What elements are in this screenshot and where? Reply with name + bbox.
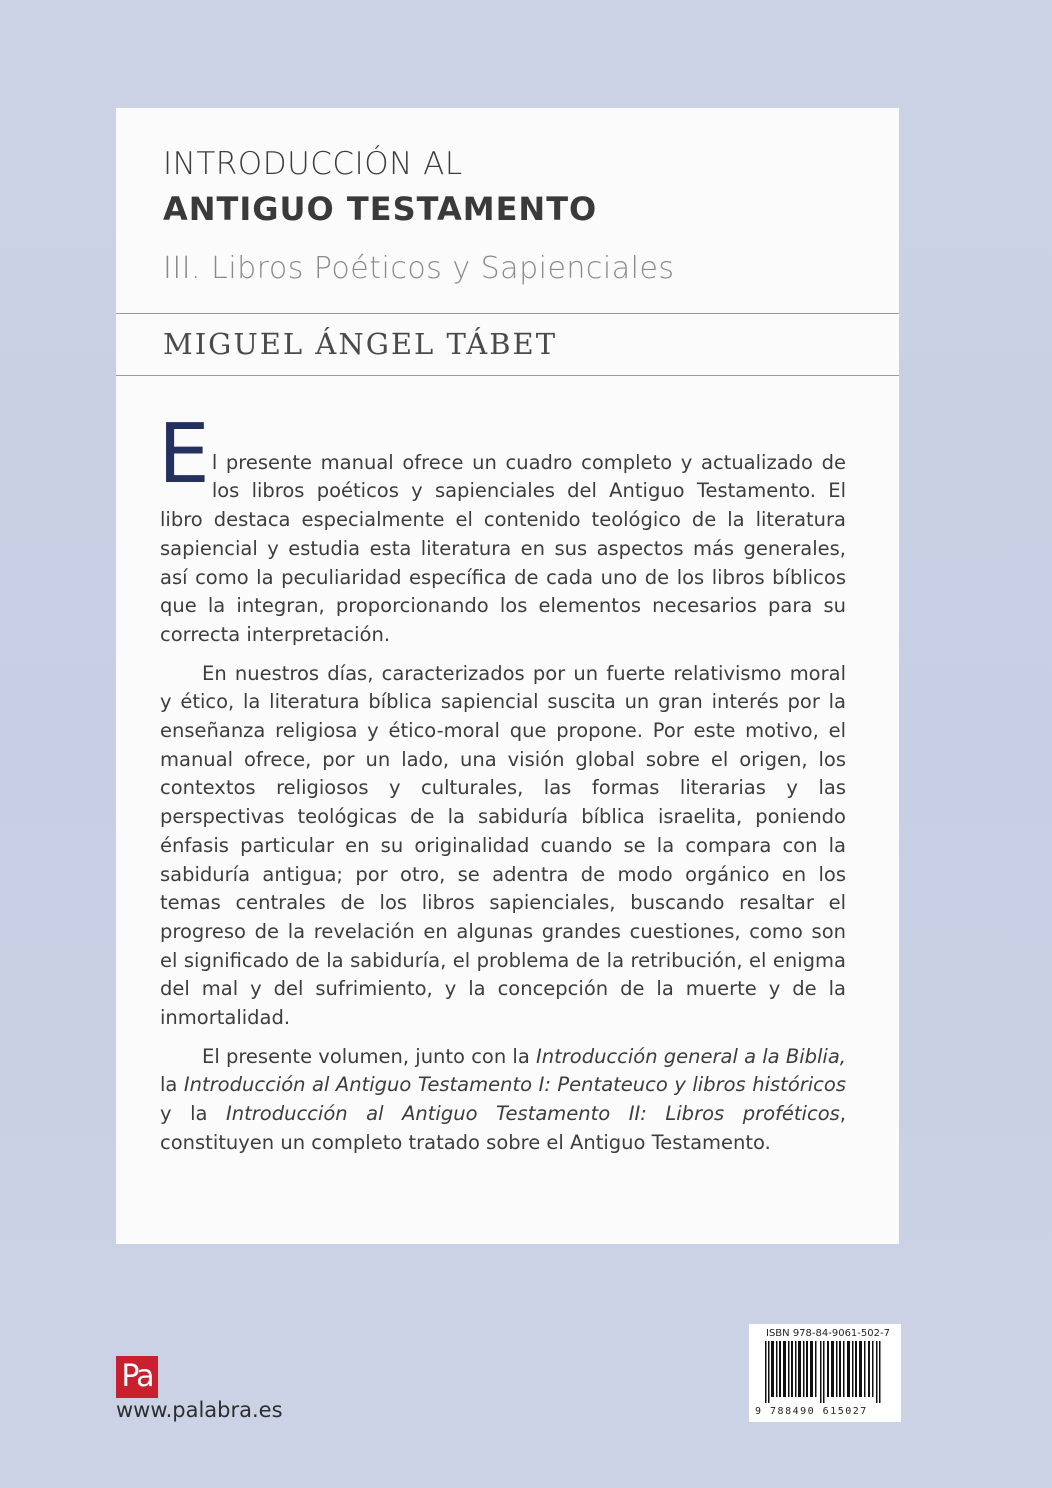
p3-title-vol2: Introducción al Antiguo Testamento II: Libros proféticos (226, 1102, 840, 1126)
publisher-website[interactable]: www.palabra.es (116, 1398, 283, 1422)
title-line-1: INTRODUCCIÓN AL (163, 146, 463, 182)
blurb-paragraph-1 (158, 407, 846, 650)
text-panel (116, 108, 899, 1244)
drop-cap: E (158, 407, 210, 502)
divider-top (116, 313, 899, 314)
p3-title-general: Introducción general a la Biblia, (535, 1044, 846, 1068)
barcode-number: 9 788490 615027 (755, 1406, 868, 1417)
blurb-paragraph-3 (160, 1043, 846, 1158)
p3-text-e: y la (160, 1102, 227, 1126)
blurb-paragraph-1-text: l presente manual ofrece un cuadro completo y actualizado de los libros poéticos y sapienciales del Antiguo Testamento. El libro destaca especialmente el contenido teológico de la literatura sapiencial y estudia esta literatura en sus aspectos más generales, así como la peculiaridad específica de cada uno de los libros bíblicos que la integran, proporcionando los elementos necesarios para su correcta interpretación. (160, 450, 846, 646)
subtitle: III. Libros Poéticos y Sapienciales (163, 251, 675, 286)
title-line-2: ANTIGUO TESTAMENTO (163, 190, 598, 228)
barcode-bars (765, 1341, 887, 1403)
blurb-paragraph-2: En nuestros días, caracterizados por un fuerte relativismo moral y ético, la literatura bíblica sapiencial suscita un gran interés por la enseñanza religiosa y ético-moral que propone. Por este motivo, el manual ofrece, por un lado, una visión global sobre el origen, los contextos religiosos y culturales, las formas literarias y las perspectivas teológicas de la sabiduría bíblica israelita, poniendo énfasis particular en su originalidad cuando se la compara con la sabiduría antigua; por otro, se adentra de modo orgánico en los temas centrales de los libros sapienciales, buscando resaltar el progreso de la revelación en algunas grandes cuestiones, como son el significado de la sabiduría, el problema de la retribución, el enigma del mal y del sufrimiento, y la concepción de la muerte y de la inmortalidad. (160, 661, 846, 1030)
isbn-label: ISBN 978-84-9061-502-7 (766, 1328, 890, 1339)
blurb (158, 407, 846, 1168)
p3-text-a: El presente volumen, junto con la (202, 1044, 536, 1068)
barcode (749, 1324, 901, 1422)
publisher-logo: Pa (116, 1356, 158, 1398)
divider-bottom (116, 375, 899, 376)
p3-title-vol1: Introducción al Antiguo Testamento I: Pentateuco y libros históricos (183, 1073, 846, 1097)
author-name: MIGUEL ÁNGEL TÁBET (163, 327, 558, 361)
p3-text-g: , constituyen un completo tratado sobre el Antiguo Testamento. (160, 1102, 846, 1154)
p3-text-c: la (160, 1073, 184, 1097)
